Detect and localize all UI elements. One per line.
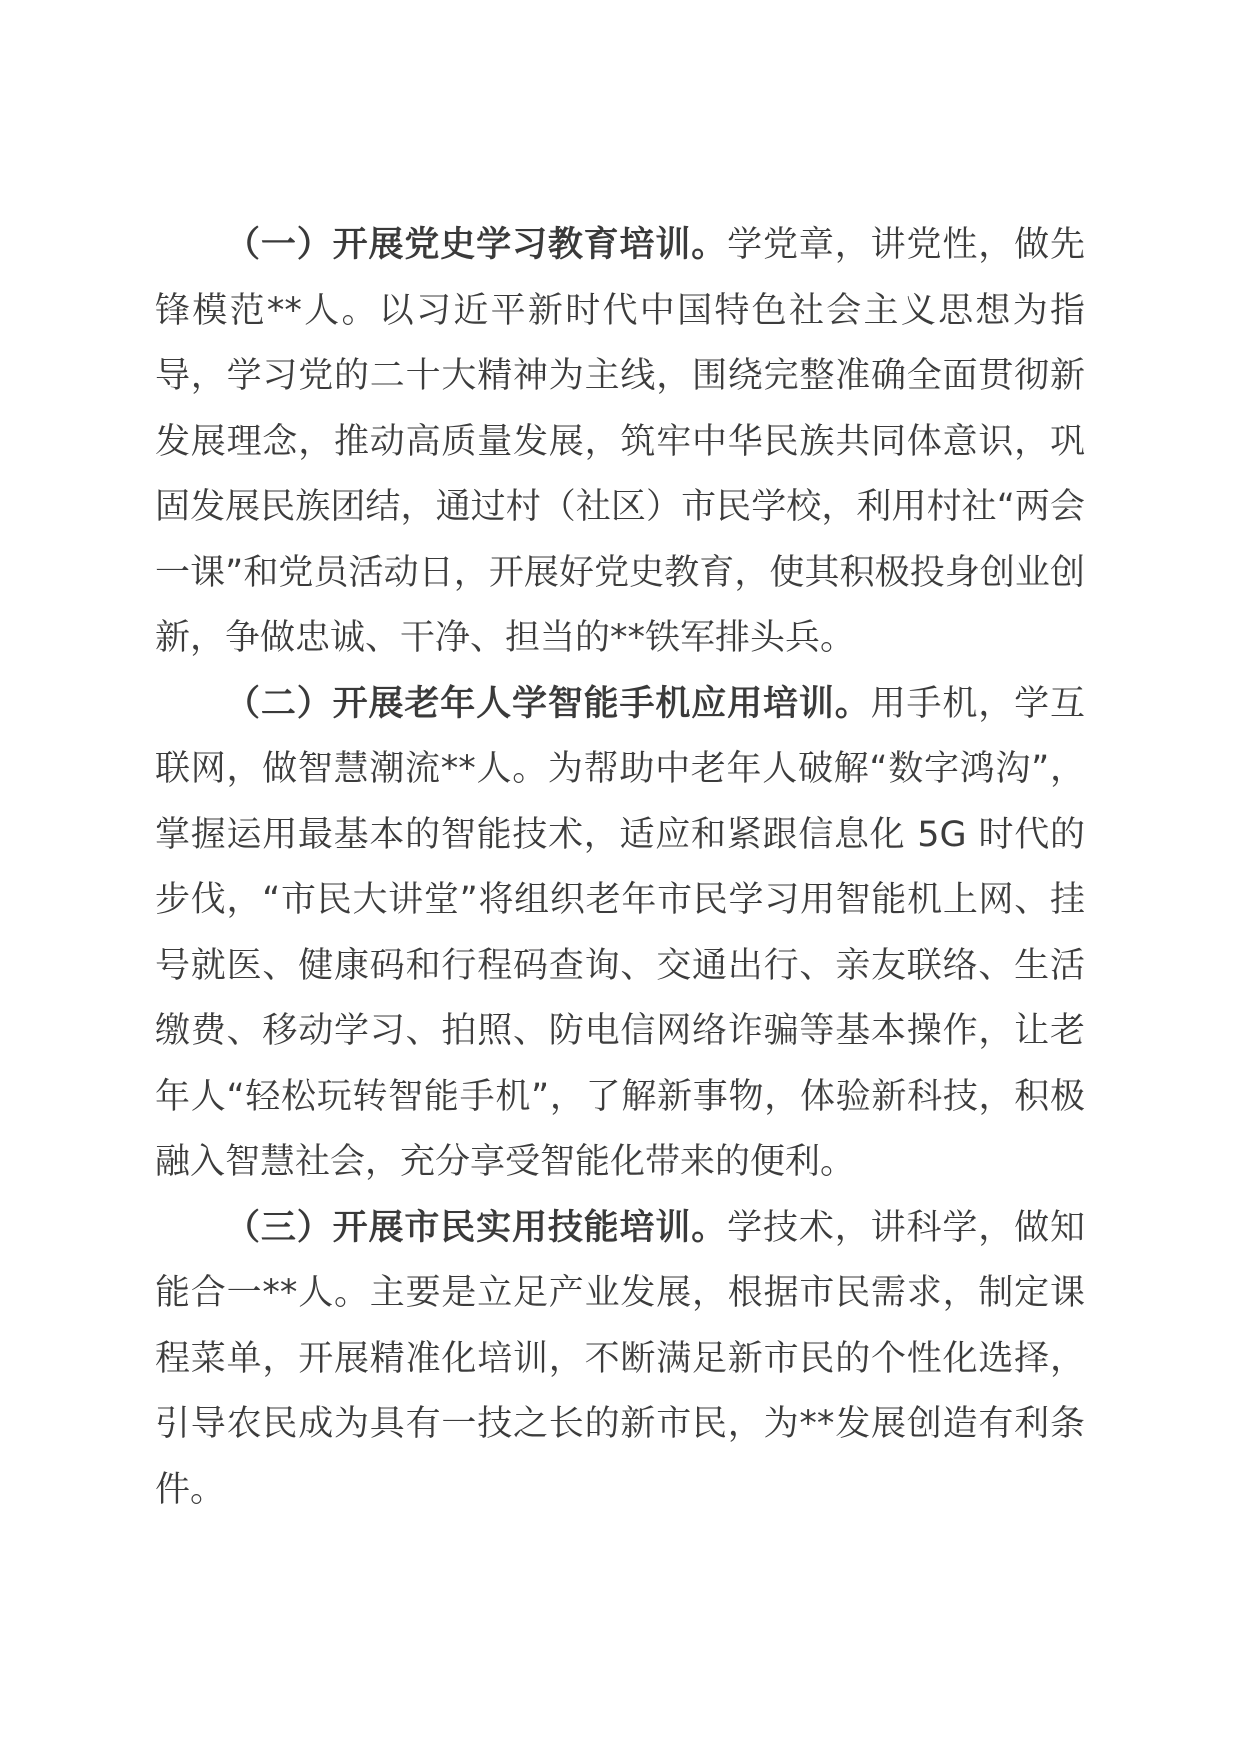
paragraph-heading: （三）开展市民实用技能培训。 [225,1207,728,1248]
paragraph-party-history-training [155,213,1085,672]
paragraph-heading: （一）开展党史学习教育培训。 [225,225,728,265]
paragraph-heading: （二）开展老年人学智能手机应用培训。 [225,683,871,724]
paragraph-practical-skills-training [155,1196,1085,1524]
paragraph-smartphone-training [155,672,1085,1196]
paragraph-text: 用手机，学互联网，做智慧潮流**人。为帮助中老年人破解“数字鸿沟”，掌握运用最基本的智能技术，适应和紧跟信息化 5G 时代的步伐，“市民大讲堂”将组织老年市民学习用智能机上网、挂号就医、健康码和行程码查询、交通出行、亲友联络、生活缴费、移动学习、拍照、防电信网络诈骗等基本操作，让老年人“轻松玩转智能手机”，了解新事物，体验新科技，积极融入智慧社会，充分享受智能化带来的便利。 [155,683,1085,1182]
paragraph-text: 学技术，讲科学，做知能合一**人。主要是立足产业发展，根据市民需求，制定课程菜单，开展精准化培训，不断满足新市民的个性化选择，引导农民成为具有一技之长的新市民，为**发展创造有利条件。 [155,1207,1085,1510]
paragraph-text: 学党章，讲党性，做先锋模范**人。以习近平新时代中国特色社会主义思想为指导，学习党的二十大精神为主线，围绕完整准确全面贯彻新发展理念，推动高质量发展，筑牢中华民族共同体意识，巩固发展民族团结，通过村（社区）市民学校，利用村社“两会一课”和党员活动日，开展好党史教育，使其积极投身创业创新，争做忠诚、干净、担当的**铁军排头兵。 [155,225,1085,658]
document-body [155,213,1085,1523]
